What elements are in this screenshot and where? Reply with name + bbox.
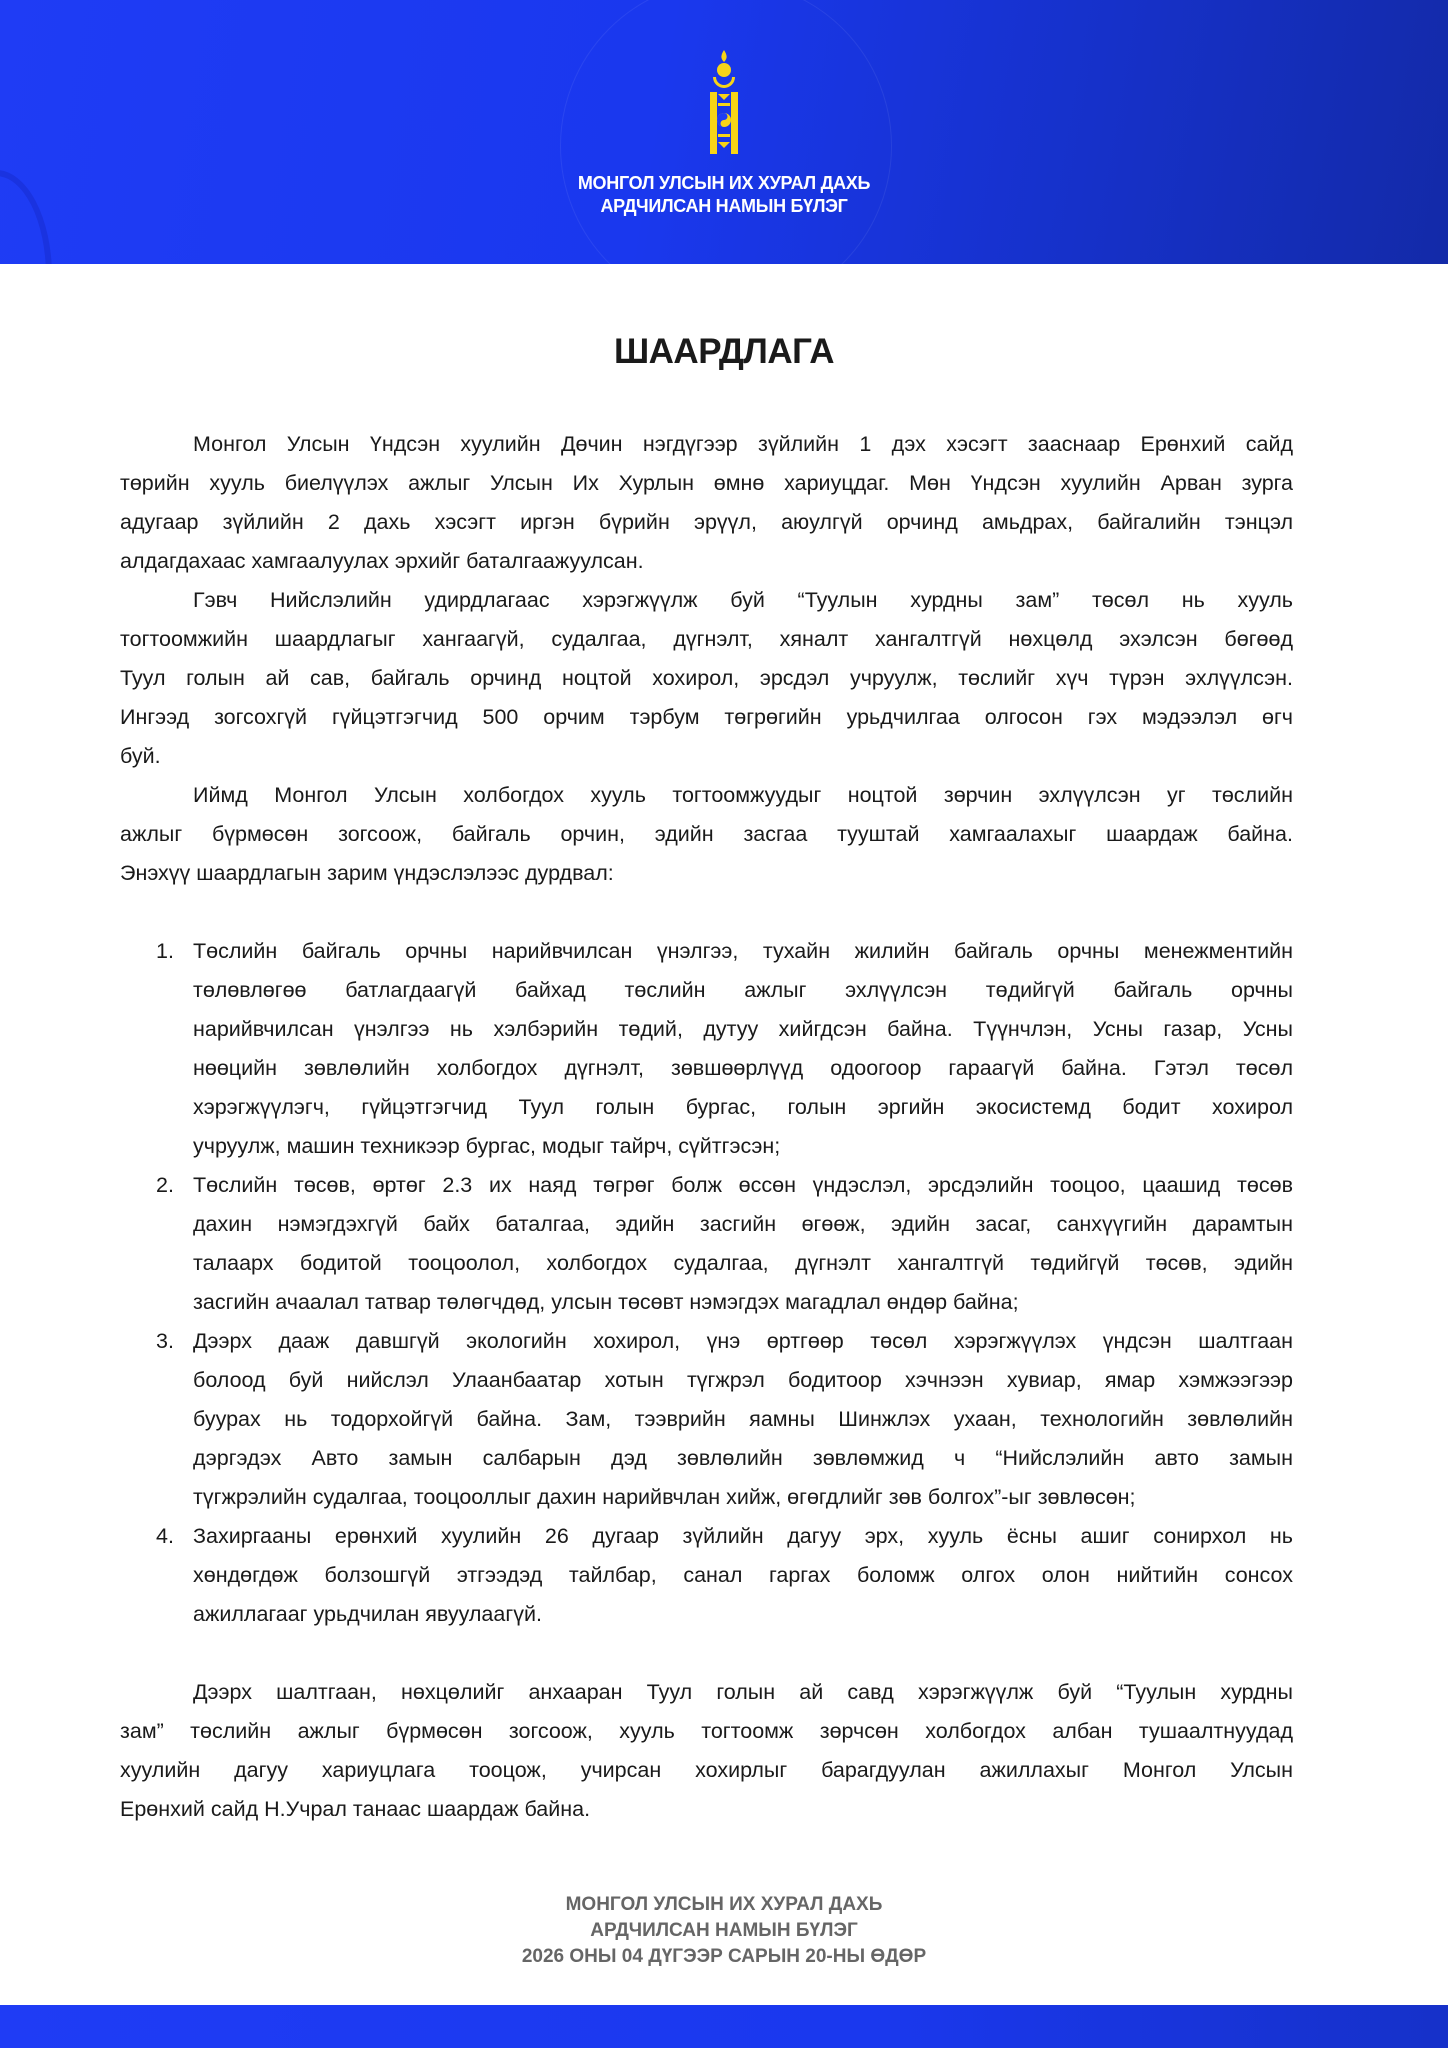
text-line: Иймд Монгол Улсын холбогдох хууль тогтоомжуудыг ноцтой зөрчин эхлүүлсэн уг төслийн bbox=[193, 783, 1293, 807]
footer-org-line-1: МОНГОЛ УЛСЫН ИХ ХУРАЛ ДАХЬ bbox=[565, 1894, 883, 1915]
text-line: Төслийн байгаль орчны нарийвчилсан үнэлгээ, тухайн жилийн байгаль орчны менежментийн bbox=[193, 939, 1293, 963]
text-line: тогтоомжийн шаардлагыг хангаагүй, судалгаа, дүгнэлт, хяналт хангалтгүй нөхцөлд эхэлсэн бөгөөд bbox=[120, 627, 1293, 651]
text-line: буурах нь тодорхойгүй байна. Зам, тээврийн яамны Шинжлэх ухаан, технологийн зөвлөлийн bbox=[193, 1407, 1293, 1431]
paragraph bbox=[120, 581, 1293, 776]
text-line: дахин нэмэгдэхгүй байх баталгаа, эдийн засгийн өгөөж, эдийн засаг, санхүүгийн дарамтын bbox=[193, 1212, 1293, 1236]
text-line: талаарх бодитой тооцоолол, холбогдох судалгаа, дүгнэлт хангалтгүй төдийгүй төсөв, эдийн bbox=[193, 1251, 1293, 1275]
text-line: засгийн ачаалал татвар төлөгчдөд, улсын төсөвт нэмэгдэх магадлал өндөр байна; bbox=[193, 1290, 1019, 1314]
text-line: нөөцийн зөвлөлийн холбогдох дүгнэлт, зөвшөөрлүүд одоогоор гараагүй байна. Гэтэл төсөл bbox=[193, 1056, 1293, 1080]
text-line: хөндөгдөж болзошгүй этгээдэд тайлбар, санал гаргах боломж олгох олон нийтийн сонсох bbox=[193, 1563, 1293, 1587]
text-line: Ерөнхий сайд Н.Учрал танаас шаардаж байна. bbox=[120, 1797, 591, 1821]
list-number: 4. bbox=[156, 1524, 174, 1548]
text-line: хэрэгжүүлэгч, гүйцэтгэгчид Туул голын бургас, голын эргийн экосистемд бодит хохирол bbox=[193, 1095, 1293, 1119]
text-line: нарийвчилсан үнэлгээ нь хэлбэрийн төдий, дутуу хийгдсэн байна. Түүнчлэн, Усны газар, Усны bbox=[193, 1017, 1293, 1041]
paragraph bbox=[120, 776, 1293, 893]
org-line-1: МОНГОЛ УЛСЫН ИХ ХУРАЛ ДАХЬ bbox=[577, 173, 871, 193]
text-line: адугаар зүйлийн 2 дахь хэсэгт иргэн бүрийн эрүүл, аюулгүй орчинд амьдрах, байгалийн тэнцэл bbox=[120, 510, 1293, 534]
closing-paragraph bbox=[120, 1673, 1293, 1829]
org-line-2: АРДЧИЛСАН НАМЫН БҮЛЭГ bbox=[600, 196, 848, 216]
signature-block bbox=[0, 1892, 1448, 1970]
text-line: ажиллагааг урьдчилан явуулаагүй. bbox=[193, 1602, 542, 1626]
list-item bbox=[120, 1517, 1293, 1634]
text-line: ажлыг бүрмөсөн зогсоож, байгаль орчин, эдийн засгаа тууштай хамгаалахыг шаардаж байна. bbox=[120, 822, 1293, 846]
grounds-list bbox=[120, 932, 1293, 1634]
document-body bbox=[120, 425, 1293, 1829]
text-line: түгжрэлийн судалгаа, тооцооллыг дахин нарийвчлан хийж, өгөгдлийг зөв болгох”-ыг зөвлөсөн; bbox=[193, 1485, 1136, 1509]
text-line: хуулийн дагуу хариуцлага тооцож, учирсан хохирлыг барагдуулан ажиллахыг Монгол Улсын bbox=[120, 1758, 1293, 1782]
text-line: Туул голын ай сав, байгаль орчинд ноцтой хохирол, эрсдэл учруулж, төслийг хүч түрэн эхлүүлсэн. bbox=[120, 666, 1293, 690]
footer-bar bbox=[0, 2005, 1448, 2048]
text-line: Гэвч Нийслэлийн удирдлагаас хэрэгжүүлж буй “Туулын хурдны зам” төсөл нь хууль bbox=[193, 588, 1293, 612]
list-number: 3. bbox=[156, 1329, 174, 1353]
soyombo-emblem-icon bbox=[684, 50, 764, 154]
text-line: Дээрх дааж давшгүй экологийн хохирол, үнэ өртгөөр төсөл хэрэгжүүлэх үндсэн шалтгаан bbox=[193, 1329, 1293, 1353]
text-line: буй. bbox=[120, 744, 161, 768]
spacer bbox=[120, 1634, 1293, 1673]
text-line: төлөвлөгөө батлагдаагүй байхад төслийн ажлыг эхлүүлсэн төдийгүй байгаль орчны bbox=[193, 978, 1293, 1002]
text-line: учруулж, машин техникээр бургас, модыг тайрч, сүйтгэсэн; bbox=[193, 1134, 781, 1158]
header-banner bbox=[0, 0, 1448, 264]
footer-date: 2026 ОНЫ 04 ДҮГЭЭР САРЫН 20-НЫ ӨДӨР bbox=[521, 1946, 927, 1967]
list-item bbox=[120, 1166, 1293, 1322]
text-line: дэргэдэх Авто замын салбарын дэд зөвлөлийн зөвлөмжид ч “Нийслэлийн авто замын bbox=[193, 1446, 1293, 1470]
list-item bbox=[120, 932, 1293, 1166]
paragraph bbox=[120, 425, 1293, 581]
text-line: Захиргааны ерөнхий хуулийн 26 дугаар зүйлийн дагуу эрх, хууль ёсны ашиг сонирхол нь bbox=[193, 1524, 1293, 1548]
text-line: алдагдахаас хамгаалуулах эрхийг баталгаажуулсан. bbox=[120, 549, 644, 573]
text-line: Ингээд зогсохгүй гүйцэтгэгчид 500 орчим тэрбум төгрөгийн урьдчилгаа олгосон гэх мэдээлэл өгч bbox=[120, 705, 1293, 729]
document-title: ШААРДЛАГА bbox=[613, 332, 835, 371]
text-line: Монгол Улсын Үндсэн хуулийн Дөчин нэгдүгээр зүйлийн 1 дэх хэсэгт зааснаар Ерөнхий сайд bbox=[193, 432, 1293, 456]
text-line: Энэхүү шаардлагын зарим үндэслэлээс дурдвал: bbox=[120, 861, 614, 885]
list-number: 1. bbox=[156, 939, 174, 963]
list-number: 2. bbox=[156, 1173, 174, 1197]
text-line: төрийн хууль биелүүлэх ажлыг Улсын Их Хурлын өмнө хариуцдаг. Мөн Үндсэн хуулийн Арван зурга bbox=[120, 471, 1293, 495]
text-line: Төслийн төсөв, өртөг 2.3 их наяд төгрөг болж өссөн үндэслэл, эрсдэлийн тооцоо, цаашид төсөв bbox=[193, 1173, 1293, 1197]
text-line: зам” төслийн ажлыг бүрмөсөн зогсоож, хууль тогтоомж зөрчсөн холбогдох албан тушаалтнуудад bbox=[120, 1719, 1293, 1743]
text-line: Дээрх шалтгаан, нөхцөлийг анхааран Туул голын ай савд хэрэгжүүлж буй “Туулын хурдны bbox=[193, 1680, 1293, 1704]
footer-org-line-2: АРДЧИЛСАН НАМЫН БҮЛЭГ bbox=[590, 1920, 858, 1941]
list-item bbox=[120, 1322, 1293, 1517]
organization-name bbox=[0, 172, 1448, 218]
spacer bbox=[120, 893, 1293, 932]
text-line: болоод буй нийслэл Улаанбаатар хотын түгжрэл бодитоор хэчнээн хувиар, ямар хэмжээгээр bbox=[193, 1368, 1293, 1392]
